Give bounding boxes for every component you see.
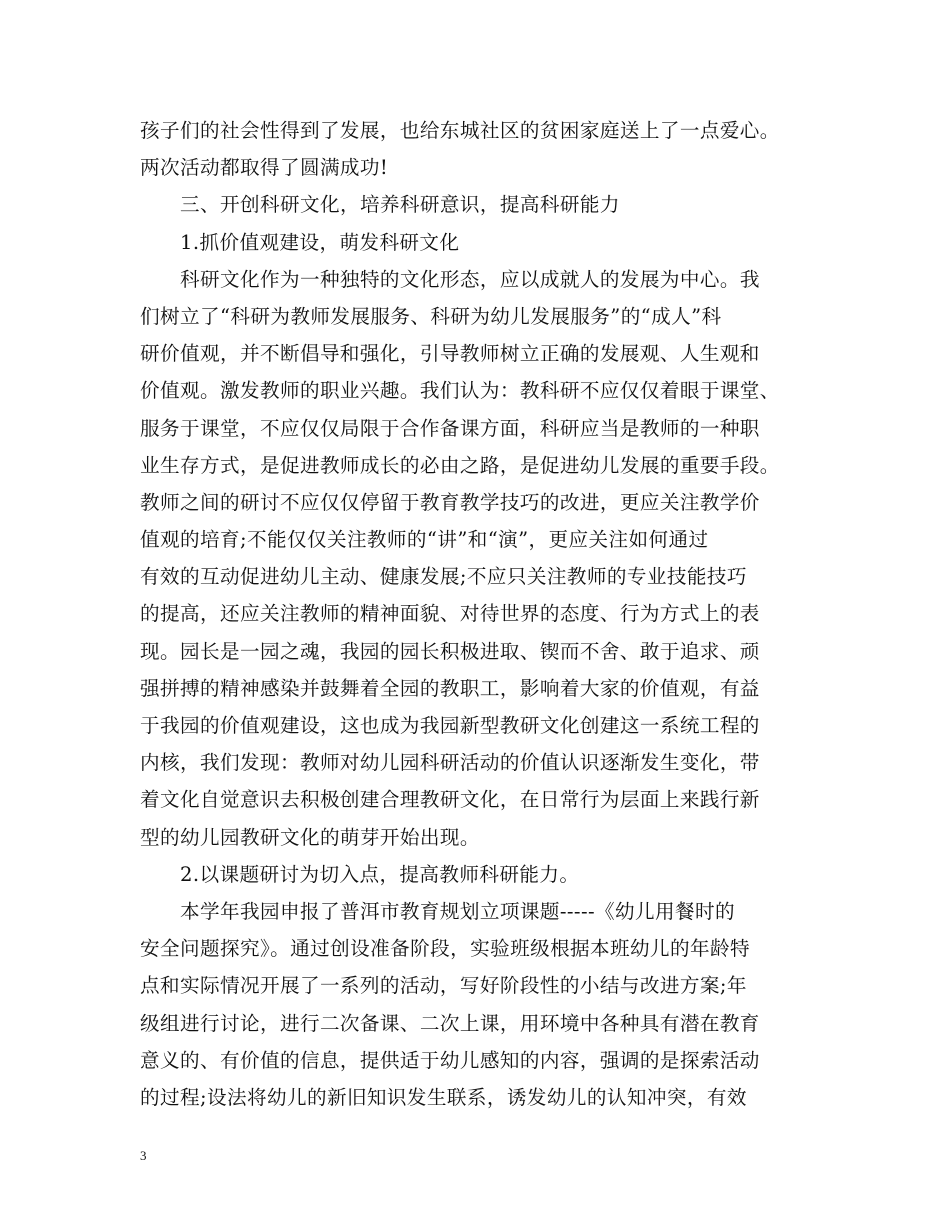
text-line: 教师之间的研讨不应仅仅停留于教育教学技巧的改进，更应关注教学价 [140,490,760,514]
page-number: 3 [140,1148,147,1163]
text-line: 2.以课题研讨为切入点，提高教师科研能力。 [180,862,580,886]
text-line: 研价值观，并不断倡导和强化，引导教师树立正确的发展观、人生观和 [140,342,760,366]
text-line: 点和实际情况开展了一系列的活动，写好阶段性的小结与改进方案;年 [140,974,747,998]
text-line: 两次活动都取得了圆满成功! [140,156,389,180]
text-line: 科研文化作为一种独特的文化形态，应以成就人的发展为中心。我 [180,267,760,291]
text-line: 强拼搏的精神感染并鼓舞着全园的教职工，影响着大家的价值观，有益 [140,676,760,700]
text-line: 业生存方式，是促进教师成长的必由之路，是促进幼儿发展的重要手段。 [140,453,780,477]
text-line: 现。园长是一园之魂，我园的园长积极进取、锲而不舍、敢于追求、顽 [140,639,760,663]
text-line: 服务于课堂，不应仅仅局限于合作备课方面，科研应当是教师的一种职 [140,416,760,440]
text-line: 本学年我园申报了普洱市教育规划立项课题-----《幼儿用餐时的 [180,899,735,923]
body-text [140,112,820,1116]
text-line: 价值观。激发教师的职业兴趣。我们认为：教科研不应仅仅着眼于课堂、 [140,379,780,403]
text-line: 三、开创科研文化，培养科研意识，提高科研能力 [180,193,620,217]
text-line: 1.抓价值观建设，萌发科研文化 [180,230,460,254]
text-line: 级组进行讨论，进行二次备课、二次上课，用环境中各种具有潜在教育 [140,1011,760,1035]
text-line: 型的幼儿园教研文化的萌芽开始出现。 [140,825,480,849]
text-line: 安全问题探究》。通过创设准备阶段，实验班级根据本班幼儿的年龄特 [140,937,751,961]
text-line: 意义的、有价值的信息，提供适于幼儿感知的内容，强调的是探索活动 [140,1048,760,1072]
text-line: 的过程;设法将幼儿的新旧知识发生联系，诱发幼儿的认知冲突，有效 [140,1085,747,1109]
text-line: 的提高，还应关注教师的精神面貌、对待世界的态度、行为方式上的表 [140,602,760,626]
text-line: 孩子们的社会性得到了发展，也给东城社区的贫困家庭送上了一点爱心。 [140,119,780,142]
text-line: 们树立了“科研为教师发展服务、科研为幼儿发展服务”的“成人”科 [140,304,722,328]
text-line: 值观的培育;不能仅仅关注教师的“讲”和“演”，更应关注如何通过 [140,528,709,552]
text-line: 于我园的价值观建设，这也成为我园新型教研文化创建这一系统工程的 [140,714,760,737]
text-line: 内核，我们发现：教师对幼儿园科研活动的价值认识逐渐发生变化，带 [140,751,760,775]
text-line: 着文化自觉意识去积极创建合理教研文化，在日常行为层面上来践行新 [140,788,760,812]
text-line: 有效的互动促进幼儿主动、健康发展;不应只关注教师的专业技能技巧 [140,565,747,589]
